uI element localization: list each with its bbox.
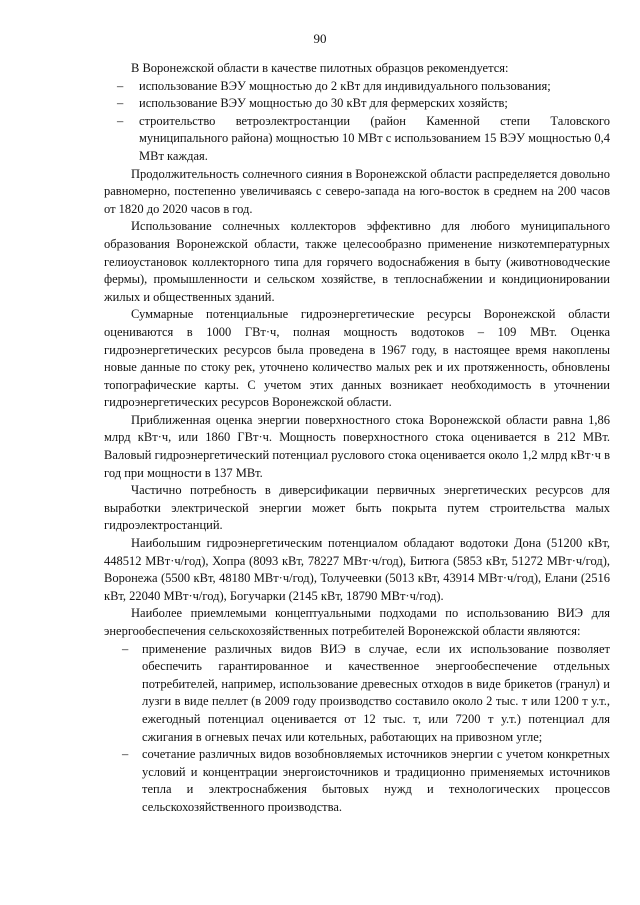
paragraph: Наиболее приемлемыми концептуальными подходами по использованию ВИЭ для энергообеспечения сельскохозяйственных потребителей Воронежской области являются: [104, 606, 610, 638]
list-item: – сочетание различных видов возобновляемых источников энергии с учетом конкретных условий и концентрации энергоисточников и традиционно применяемых источников тепла и электроснабжения бытовых нужд и технологических процессов сельскохозяйственного производства. [104, 746, 610, 816]
list-item: – применение различных видов ВИЭ в случае, если их использование позволяет обеспечить гарантированное и качественное энергообеспечение отдельных потребителей, например, использование древесных отходов в виде брикетов (гранул) и лузги в виде пеллет (в 2009 году производство составило около 2 тыс. т или 1200 т у.т., ежегодный потенциал оценивается от 12 тыс. т, или 7200 т у.т.) потенциал для сжигания в огневых печах или котельных, работающих на привозном угле; [104, 641, 610, 747]
paragraph: В Воронежской области в качестве пилотных образцов рекомендуется: [131, 61, 509, 75]
document-body [104, 60, 610, 817]
paragraph: Продолжительность солнечного сияния в Воронежской области распределяется довольно равномерно, постепенно увеличиваясь с северо-запада на юго-восток в среднем на 200 часов от 1820 до 2020 часов в год. [104, 166, 610, 216]
list-item: – строительство ветроэлектростанции (район Каменной степи Таловского муниципального района) мощностью 10 МВт с использованием 15 ВЭУ мощностью 0,4 МВт каждая. [104, 113, 610, 166]
list-item: – использование ВЭУ мощностью до 30 кВт для фермерских хозяйств; [104, 95, 610, 113]
paragraph: Использование солнечных коллекторов эффективно для любого муниципального образования Воронежской области, также целесообразно применение низкотемпературных гелиоустановок коллекторного типа для горячего водоснабжения в быту (животноводческие фермы), промышленности и сельском хозяйстве, в теплоснабжении и кондиционировании жилых и общественных зданий. [104, 219, 610, 304]
paragraph: Приближенная оценка энергии поверхностного стока Воронежской области равна 1,86 млрд кВт·ч, или 1860 ГВт·ч. Мощность поверхностного стока оценивается в 212 МВт. Валовый гидроэнергетический потенциал руслового стока оценивается около 1,2 млрд кВт·ч в год при мощности в 137 МВт. [104, 412, 610, 480]
bulleted-list [104, 641, 610, 817]
bulleted-list [104, 78, 610, 166]
page-number: 90 [313, 31, 327, 46]
paragraph: Наибольшим гидроэнергетическим потенциалом обладают водотоки Дона (51200 кВт, 448512 МВт·ч/год), Хопра (8093 кВт, 78227 МВт·ч/год), Битюга (5853 кВт, 51272 МВт·ч/год), Воронежа (5500 кВт, 48180 МВт·ч/год), Толучеевки (5013 кВт, 43914 МВт·ч/год), Елани (2516 кВт, 22040 МВт·ч/год), Богучарки (2145 кВт, 18790 МВт·ч/год). [104, 536, 610, 603]
list-item: – использование ВЭУ мощностью до 2 кВт для индивидуального пользования; [104, 78, 610, 96]
paragraph: Частично потребность в диверсификации первичных энергетических ресурсов для выработки электрической энергии может быть покрыта путем строительства малых гидроэлектростанций. [104, 483, 610, 533]
paragraph: Суммарные потенциальные гидроэнергетические ресурсы Воронежской области оцениваются в 1000 ГВт·ч, полная мощность водотоков – 109 МВт. Оценка гидроэнергетических ресурсов была проведена в 1967 году, в настоящее время накоплены новые данные по стоку рек, уточнено количество малых рек и их протяженность, обновлены топографические карты. С учетом этих данных возникает необходимость в уточнении гидроэнергетических ресурсов Воронежской области. [104, 307, 610, 410]
